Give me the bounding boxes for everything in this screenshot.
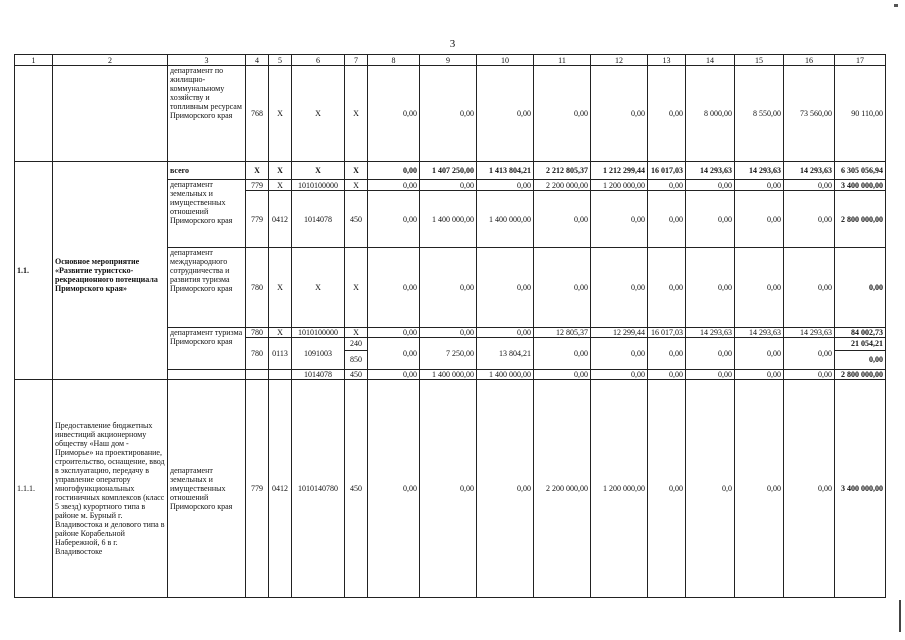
table-cell: 450 (345, 370, 368, 380)
value-cell: 0,00 (420, 380, 477, 598)
value-cell: 0,00 (368, 191, 420, 248)
value-cell: 0,00 (686, 248, 735, 328)
value-cell: 8 000,00 (686, 66, 735, 162)
scan-artifact (899, 600, 901, 632)
dept-cell: департамент международного сотрудничества и развития туризма Приморского края (168, 248, 246, 328)
header-cell: 14 (686, 55, 735, 66)
value-cell: 1 400 000,00 (477, 370, 534, 380)
value-cell: 3 400 000,00 (835, 180, 886, 191)
value-cell: 13 804,21 (477, 338, 534, 370)
value-cell: 0,00 (735, 370, 784, 380)
table-cell: X (269, 162, 292, 180)
page-number: 3 (449, 38, 456, 50)
table-cell: X (345, 162, 368, 180)
table-cell: X (269, 328, 292, 338)
budget-table (14, 54, 886, 598)
table-cell: X (345, 180, 368, 191)
value-cell: 16 017,03 (648, 328, 686, 338)
header-cell: 8 (368, 55, 420, 66)
table-cell: 1014078 (292, 191, 345, 248)
table-cell: 0412 (269, 191, 292, 248)
value-cell: 0,0 (686, 380, 735, 598)
value-cell: 0,00 (648, 380, 686, 598)
table-cell: 1010140780 (292, 380, 345, 598)
table-cell: 779 (246, 180, 269, 191)
total-label: всего (168, 162, 246, 180)
value-cell: 7 250,00 (420, 338, 477, 370)
header-cell: 3 (168, 55, 246, 66)
value-cell: 0,00 (534, 338, 591, 370)
table-cell: X (345, 328, 368, 338)
value-cell: 0,00 (368, 180, 420, 191)
value-cell: 0,00 (784, 370, 835, 380)
section-title: Основное мероприятие «Развитие туристско-рекреационного потенциала Приморского края» (53, 162, 168, 380)
table-cell: 1014078 (292, 370, 345, 380)
value-cell: 1 200 000,00 (591, 180, 648, 191)
value-cell: 14 293,63 (784, 162, 835, 180)
header-cell: 5 (269, 55, 292, 66)
value-cell: 0,00 (735, 248, 784, 328)
value-cell: 0,00 (368, 162, 420, 180)
header-row (15, 55, 886, 66)
header-cell: 16 (784, 55, 835, 66)
value-cell: 0,00 (534, 248, 591, 328)
table-cell (269, 370, 292, 380)
value-cell: 12 299,44 (591, 328, 648, 338)
table-cell: 780 (246, 338, 269, 370)
value-cell: 1 200 000,00 (591, 380, 648, 598)
section-title: Предоставление бюджетных инвестиций акционерному обществу «Наш дом - Приморье» на проектирование, строительство, оснащение, ввод в эксплуатацию, передачу в управление оператору многофункциональных гостиничных комплексов (класс 5 звезд) курортного типа в районе м. Бурный г. Владивостока и делового типа в районе Корабельной Набережной, 6 в г. Владивостоке (53, 380, 168, 598)
value-cell: 0,00 (648, 180, 686, 191)
value-cell: 0,00 (534, 191, 591, 248)
section-number: 1.1.1. (15, 380, 53, 598)
table-cell: X (345, 66, 368, 162)
value-cell: 0,00 (648, 248, 686, 328)
value-cell: 0,00 (648, 370, 686, 380)
table-cell: 779 (246, 380, 269, 598)
table-cell: X (269, 248, 292, 328)
table-cell: 0412 (269, 380, 292, 598)
value-cell: 0,00 (784, 191, 835, 248)
value-cell: 0,00 (784, 338, 835, 370)
table-cell: X (292, 162, 345, 180)
value-cell: 0,00 (591, 338, 648, 370)
value-cell: 1 413 804,21 (477, 162, 534, 180)
value-cell: 73 560,00 (784, 66, 835, 162)
table-cell: 450 (345, 191, 368, 248)
table-cell: 768 (246, 66, 269, 162)
value-cell: 0,00 (735, 191, 784, 248)
table-cell: X (345, 248, 368, 328)
dept-cell: департамент по жилищно-коммунальному хозяйству и топливным ресурсам Приморского края (168, 66, 246, 162)
value-cell: 0,00 (420, 66, 477, 162)
value-cell: 0,00 (534, 370, 591, 380)
value-cell: 8 550,00 (735, 66, 784, 162)
table-cell-split (835, 338, 886, 370)
value-cell: 0,00 (534, 66, 591, 162)
value-cell: 0,00 (420, 328, 477, 338)
value-cell: 0,00 (784, 248, 835, 328)
value-cell: 0,00 (835, 248, 886, 328)
header-cell: 13 (648, 55, 686, 66)
header-cell: 9 (420, 55, 477, 66)
value-cell: 2 800 000,00 (835, 191, 886, 248)
kvr-850: 850 (350, 355, 362, 364)
value-cell: 16 017,03 (648, 162, 686, 180)
table-cell (246, 370, 269, 380)
value-cell: 0,00 (368, 66, 420, 162)
value-cell: 0,00 (477, 380, 534, 598)
value-cell: 0,00 (368, 328, 420, 338)
header-cell: 2 (53, 55, 168, 66)
table-cell-split (345, 338, 368, 370)
value-cell: 2 800 000,00 (835, 370, 886, 380)
table-cell (168, 370, 246, 380)
value-cell: 1 400 000,00 (477, 191, 534, 248)
header-cell: 4 (246, 55, 269, 66)
header-cell: 17 (835, 55, 886, 66)
header-cell: 1 (15, 55, 53, 66)
table-row (15, 380, 886, 598)
value-cell: 2 212 805,37 (534, 162, 591, 180)
table-cell: X (269, 180, 292, 191)
value-cell: 0,00 (784, 180, 835, 191)
header-cell: 7 (345, 55, 368, 66)
table-cell: 1010100000 (292, 180, 345, 191)
table-cell: 450 (345, 380, 368, 598)
table-cell: 0113 (269, 338, 292, 370)
kvr-240: 240 (345, 338, 367, 351)
header-cell: 11 (534, 55, 591, 66)
dept-cell: департамент земельных и имущественных отношений Приморского края (168, 180, 246, 248)
value-cell: 1 407 250,00 (420, 162, 477, 180)
table-cell: X (292, 66, 345, 162)
value-cell: 14 293,63 (686, 328, 735, 338)
dept-cell: департамент земельных и имущественных отношений Приморского края (168, 380, 246, 598)
value-cell: 0,00 (477, 328, 534, 338)
value-cell: 0,00 (735, 180, 784, 191)
header-cell: 15 (735, 55, 784, 66)
table-cell: 780 (246, 328, 269, 338)
value-cell: 0,00 (686, 370, 735, 380)
value-cell: 0,00 (591, 248, 648, 328)
value-cell: 12 805,37 (534, 328, 591, 338)
table-cell: 1091003 (292, 338, 345, 370)
value-cell: 0,00 (648, 191, 686, 248)
value-cell: 0,00 (368, 370, 420, 380)
value-cell: 0,00 (420, 248, 477, 328)
value-cell: 0,00 (368, 338, 420, 370)
value-cell: 0,00 (591, 191, 648, 248)
total-240: 21 054,21 (835, 338, 885, 351)
value-cell: 2 200 000,00 (534, 380, 591, 598)
table-cell: X (269, 66, 292, 162)
table-row-total (15, 162, 886, 180)
value-cell: 0,00 (648, 338, 686, 370)
value-cell: 0,00 (784, 380, 835, 598)
scan-artifact (894, 4, 898, 7)
value-cell: 0,00 (420, 180, 477, 191)
value-cell: 14 293,63 (735, 162, 784, 180)
value-cell: 0,00 (735, 338, 784, 370)
value-cell: 2 200 000,00 (534, 180, 591, 191)
value-cell: 14 293,63 (784, 328, 835, 338)
value-cell: 0,00 (591, 66, 648, 162)
value-cell: 84 002,73 (835, 328, 886, 338)
total-850: 0,00 (869, 355, 883, 364)
value-cell: 0,00 (686, 338, 735, 370)
value-cell: 14 293,63 (735, 328, 784, 338)
value-cell: 90 110,00 (835, 66, 886, 162)
table-cell: X (246, 162, 269, 180)
header-cell: 6 (292, 55, 345, 66)
value-cell: 0,00 (477, 66, 534, 162)
table-cell: 779 (246, 191, 269, 248)
value-cell: 0,00 (686, 191, 735, 248)
value-cell: 0,00 (477, 180, 534, 191)
value-cell: 3 400 000,00 (835, 380, 886, 598)
table-cell: 1010100000 (292, 328, 345, 338)
header-cell: 10 (477, 55, 534, 66)
value-cell: 1 400 000,00 (420, 370, 477, 380)
value-cell: 0,00 (686, 180, 735, 191)
value-cell: 0,00 (368, 380, 420, 598)
table-cell (53, 66, 168, 162)
value-cell: 14 293,63 (686, 162, 735, 180)
dept-cell: департамент туризма Приморского края (168, 328, 246, 370)
section-number: 1.1. (15, 162, 53, 380)
table-cell: 780 (246, 248, 269, 328)
value-cell: 1 212 299,44 (591, 162, 648, 180)
table-cell (15, 66, 53, 162)
value-cell: 0,00 (591, 370, 648, 380)
value-cell: 0,00 (735, 380, 784, 598)
value-cell: 0,00 (477, 248, 534, 328)
value-cell: 0,00 (648, 66, 686, 162)
table-row (15, 66, 886, 162)
value-cell: 1 400 000,00 (420, 191, 477, 248)
header-cell: 12 (591, 55, 648, 66)
value-cell: 6 305 056,94 (835, 162, 886, 180)
table-cell: X (292, 248, 345, 328)
value-cell: 0,00 (368, 248, 420, 328)
